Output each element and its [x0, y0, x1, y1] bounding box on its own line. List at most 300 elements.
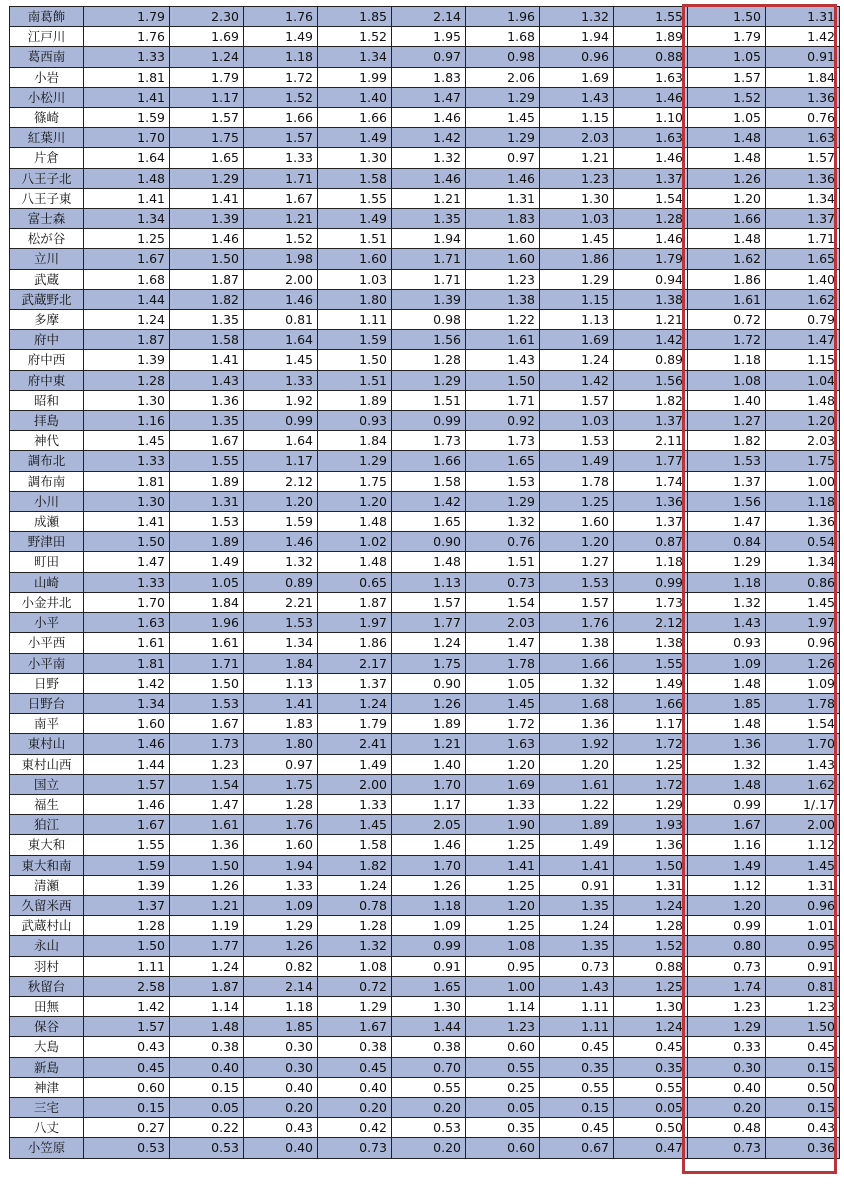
ratio-cell: 1.71 — [244, 168, 318, 188]
ratio-cell: 0.88 — [614, 956, 688, 976]
ratio-cell: 1.23 — [688, 996, 766, 1016]
school-name-cell: 府中東 — [10, 370, 84, 390]
ratio-cell: 2.14 — [392, 7, 466, 27]
ratio-cell: 1.37 — [614, 512, 688, 532]
ratio-cell: 1.45 — [244, 350, 318, 370]
ratio-cell: 1.33 — [84, 47, 170, 67]
school-name-cell: 江戸川 — [10, 27, 84, 47]
table-row — [10, 1057, 840, 1077]
ratio-cell: 1.46 — [170, 229, 244, 249]
ratio-cell: 1.63 — [614, 67, 688, 87]
ratio-cell: 0.97 — [466, 148, 540, 168]
ratio-cell: 1.41 — [84, 87, 170, 107]
ratio-cell: 1.75 — [170, 128, 244, 148]
ratio-cell: 0.99 — [244, 411, 318, 431]
ratio-cell: 1.32 — [688, 592, 766, 612]
ratio-cell: 0.93 — [688, 633, 766, 653]
ratio-cell: 1.87 — [318, 592, 392, 612]
school-name-cell: 松が谷 — [10, 229, 84, 249]
ratio-cell: 1.78 — [766, 693, 840, 713]
table-body — [10, 7, 840, 1159]
table-row — [10, 835, 840, 855]
ratio-cell: 1.11 — [540, 1017, 614, 1037]
ratio-cell: 0.97 — [244, 754, 318, 774]
ratio-cell: 1.36 — [614, 835, 688, 855]
ratio-cell: 1.49 — [614, 673, 688, 693]
ratio-cell: 1.35 — [170, 310, 244, 330]
ratio-cell: 1.30 — [392, 996, 466, 1016]
ratio-cell: 1.50 — [614, 855, 688, 875]
ratio-cell: 1.52 — [244, 87, 318, 107]
ratio-cell: 1.48 — [688, 128, 766, 148]
ratio-cell: 1.53 — [540, 431, 614, 451]
ratio-cell: 1.75 — [318, 471, 392, 491]
ratio-cell: 1.17 — [614, 714, 688, 734]
ratio-cell: 0.96 — [540, 47, 614, 67]
table-row — [10, 552, 840, 572]
ratio-cell: 1.46 — [466, 168, 540, 188]
ratio-cell: 1.09 — [688, 653, 766, 673]
ratio-cell: 1.46 — [392, 835, 466, 855]
school-name-cell: 秋留台 — [10, 976, 84, 996]
table-row — [10, 592, 840, 612]
ratio-cell: 1.65 — [466, 451, 540, 471]
ratio-cell: 1.21 — [614, 310, 688, 330]
ratio-cell: 1.09 — [766, 673, 840, 693]
ratio-cell: 1.54 — [614, 188, 688, 208]
ratio-cell: 1.38 — [540, 633, 614, 653]
ratio-cell: 1.28 — [244, 794, 318, 814]
ratio-cell: 0.89 — [244, 572, 318, 592]
ratio-cell: 1.72 — [244, 67, 318, 87]
ratio-cell: 1.50 — [170, 855, 244, 875]
ratio-cell: 1.27 — [688, 411, 766, 431]
ratio-cell: 0.96 — [766, 633, 840, 653]
school-name-cell: 日野台 — [10, 693, 84, 713]
ratio-cell: 0.40 — [170, 1057, 244, 1077]
table-row — [10, 1118, 840, 1138]
ratio-cell: 1.96 — [170, 613, 244, 633]
ratio-cell: 1.48 — [84, 168, 170, 188]
ratio-cell: 0.53 — [392, 1118, 466, 1138]
ratio-cell: 0.73 — [688, 956, 766, 976]
ratio-cell: 1.25 — [466, 875, 540, 895]
ratio-cell: 1.13 — [244, 673, 318, 693]
ratio-cell: 1.05 — [688, 47, 766, 67]
ratio-cell: 1.18 — [244, 47, 318, 67]
school-name-cell: 小岩 — [10, 67, 84, 87]
ratio-cell: 1.65 — [392, 976, 466, 996]
ratio-cell: 1.37 — [318, 673, 392, 693]
ratio-cell: 0.99 — [614, 572, 688, 592]
ratio-table — [9, 6, 840, 1159]
ratio-cell: 0.96 — [766, 895, 840, 915]
ratio-cell: 0.20 — [318, 1097, 392, 1117]
ratio-cell: 1.23 — [540, 168, 614, 188]
ratio-cell: 1.29 — [170, 168, 244, 188]
ratio-cell: 1.20 — [466, 895, 540, 915]
ratio-cell: 0.60 — [466, 1037, 540, 1057]
ratio-cell: 1.40 — [688, 390, 766, 410]
ratio-cell: 1.36 — [688, 734, 766, 754]
ratio-cell: 0.05 — [466, 1097, 540, 1117]
ratio-cell: 1.30 — [540, 188, 614, 208]
ratio-cell: 1.66 — [318, 108, 392, 128]
ratio-cell: 1.68 — [540, 693, 614, 713]
ratio-cell: 1.75 — [244, 774, 318, 794]
ratio-cell: 1.63 — [466, 734, 540, 754]
ratio-cell: 1.04 — [766, 370, 840, 390]
ratio-cell: 1.46 — [614, 229, 688, 249]
ratio-cell: 0.20 — [392, 1138, 466, 1158]
school-name-cell: 八丈 — [10, 1118, 84, 1138]
school-name-cell: 田無 — [10, 996, 84, 1016]
ratio-cell: 0.15 — [766, 1057, 840, 1077]
ratio-cell: 1.66 — [540, 653, 614, 673]
ratio-cell: 0.05 — [170, 1097, 244, 1117]
ratio-cell: 1.23 — [170, 754, 244, 774]
ratio-cell: 1.23 — [466, 269, 540, 289]
school-name-cell: 東大和 — [10, 835, 84, 855]
ratio-cell: 0.54 — [766, 532, 840, 552]
ratio-cell: 1.72 — [466, 714, 540, 734]
ratio-cell: 1.61 — [170, 815, 244, 835]
ratio-cell: 1.48 — [766, 390, 840, 410]
ratio-cell: 1.49 — [540, 835, 614, 855]
ratio-cell: 1.37 — [614, 168, 688, 188]
ratio-cell: 0.25 — [466, 1077, 540, 1097]
school-name-cell: 武蔵村山 — [10, 916, 84, 936]
table-row — [10, 27, 840, 47]
ratio-cell: 1.00 — [466, 976, 540, 996]
ratio-cell: 0.38 — [170, 1037, 244, 1057]
ratio-cell: 1.61 — [84, 633, 170, 653]
ratio-cell: 1.38 — [466, 289, 540, 309]
ratio-cell: 0.48 — [688, 1118, 766, 1138]
ratio-cell: 1.44 — [84, 754, 170, 774]
ratio-cell: 1.32 — [688, 754, 766, 774]
ratio-cell: 1.97 — [766, 613, 840, 633]
ratio-cell: 1.32 — [466, 512, 540, 532]
ratio-cell: 0.15 — [170, 1077, 244, 1097]
ratio-cell: 1.31 — [170, 491, 244, 511]
ratio-cell: 1.60 — [244, 835, 318, 855]
table-row — [10, 7, 840, 27]
ratio-cell: 0.53 — [170, 1138, 244, 1158]
ratio-cell: 0.47 — [614, 1138, 688, 1158]
ratio-cell: 1.44 — [392, 1017, 466, 1037]
ratio-cell: 1.29 — [318, 451, 392, 471]
ratio-cell: 1.98 — [244, 249, 318, 269]
ratio-cell: 0.79 — [766, 310, 840, 330]
ratio-cell: 0.55 — [614, 1077, 688, 1097]
ratio-cell: 1.18 — [244, 996, 318, 1016]
ratio-cell: 1.19 — [170, 916, 244, 936]
ratio-cell: 0.42 — [318, 1118, 392, 1138]
ratio-cell: 1.68 — [466, 27, 540, 47]
ratio-cell: 1.57 — [84, 1017, 170, 1037]
ratio-cell: 1.72 — [614, 774, 688, 794]
table-row — [10, 1017, 840, 1037]
ratio-cell: 1.33 — [244, 148, 318, 168]
ratio-cell: 1.77 — [392, 613, 466, 633]
ratio-cell: 1.17 — [170, 87, 244, 107]
ratio-cell: 1.24 — [170, 47, 244, 67]
ratio-cell: 1.52 — [614, 936, 688, 956]
ratio-cell: 0.73 — [688, 1138, 766, 1158]
ratio-cell: 1.47 — [170, 794, 244, 814]
ratio-cell: 1.29 — [688, 552, 766, 572]
ratio-cell: 1.86 — [318, 633, 392, 653]
ratio-cell: 1.49 — [688, 855, 766, 875]
table-row — [10, 936, 840, 956]
school-name-cell: 神津 — [10, 1077, 84, 1097]
ratio-cell: 0.99 — [392, 936, 466, 956]
school-name-cell: 山崎 — [10, 572, 84, 592]
ratio-cell: 1.85 — [318, 7, 392, 27]
ratio-cell: 1.42 — [84, 996, 170, 1016]
ratio-cell: 1.48 — [688, 148, 766, 168]
ratio-cell: 1.21 — [392, 188, 466, 208]
ratio-cell: 1.33 — [244, 370, 318, 390]
ratio-cell: 1.49 — [540, 451, 614, 471]
ratio-cell: 1.70 — [84, 592, 170, 612]
ratio-cell: 1.42 — [392, 128, 466, 148]
ratio-cell: 0.45 — [318, 1057, 392, 1077]
ratio-cell: 0.98 — [392, 310, 466, 330]
ratio-cell: 1.27 — [540, 552, 614, 572]
school-name-cell: 武蔵野北 — [10, 289, 84, 309]
ratio-cell: 1.82 — [170, 289, 244, 309]
ratio-cell: 1.84 — [766, 67, 840, 87]
school-name-cell: 成瀬 — [10, 512, 84, 532]
ratio-cell: 1.11 — [84, 956, 170, 976]
ratio-cell: 1.50 — [170, 249, 244, 269]
ratio-cell: 1.20 — [688, 188, 766, 208]
ratio-cell: 1.89 — [170, 532, 244, 552]
ratio-cell: 1.45 — [466, 693, 540, 713]
ratio-cell: 0.92 — [466, 411, 540, 431]
ratio-cell: 1.25 — [466, 916, 540, 936]
ratio-cell: 0.99 — [688, 794, 766, 814]
ratio-cell: 2.41 — [318, 734, 392, 754]
ratio-cell: 1.99 — [318, 67, 392, 87]
ratio-cell: 1.89 — [318, 390, 392, 410]
table-row — [10, 411, 840, 431]
ratio-cell: 1.03 — [540, 209, 614, 229]
ratio-cell: 1.35 — [540, 895, 614, 915]
ratio-cell: 1.25 — [614, 754, 688, 774]
table-row — [10, 390, 840, 410]
ratio-cell: 1.57 — [540, 592, 614, 612]
ratio-cell: 1.20 — [244, 491, 318, 511]
ratio-cell: 0.98 — [466, 47, 540, 67]
ratio-cell: 0.73 — [318, 1138, 392, 1158]
ratio-cell: 1.54 — [466, 592, 540, 612]
school-name-cell: 府中西 — [10, 350, 84, 370]
ratio-cell: 1.45 — [318, 815, 392, 835]
school-name-cell: 南葛飾 — [10, 7, 84, 27]
ratio-cell: 0.36 — [766, 1138, 840, 1158]
ratio-cell: 1.90 — [466, 815, 540, 835]
table-row — [10, 249, 840, 269]
school-name-cell: 狛江 — [10, 815, 84, 835]
ratio-cell: 0.80 — [688, 936, 766, 956]
ratio-cell: 1.53 — [244, 613, 318, 633]
ratio-cell: 1.46 — [84, 794, 170, 814]
ratio-cell: 1.78 — [540, 471, 614, 491]
ratio-cell: 1.94 — [244, 855, 318, 875]
ratio-cell: 1.24 — [318, 875, 392, 895]
ratio-cell: 0.40 — [244, 1077, 318, 1097]
school-name-cell: 国立 — [10, 774, 84, 794]
ratio-cell: 1.09 — [244, 895, 318, 915]
ratio-cell: 1.55 — [84, 835, 170, 855]
ratio-cell: 0.76 — [766, 108, 840, 128]
ratio-cell: 1.73 — [392, 431, 466, 451]
ratio-cell: 1.45 — [84, 431, 170, 451]
table-row — [10, 1037, 840, 1057]
ratio-cell: 1.29 — [466, 128, 540, 148]
ratio-cell: 1.30 — [84, 491, 170, 511]
ratio-cell: 1.20 — [540, 532, 614, 552]
ratio-cell: 1.36 — [766, 168, 840, 188]
school-name-cell: 調布南 — [10, 471, 84, 491]
ratio-cell: 0.90 — [392, 673, 466, 693]
ratio-cell: 1.29 — [318, 996, 392, 1016]
table-row — [10, 673, 840, 693]
ratio-cell: 1.53 — [170, 693, 244, 713]
ratio-cell: 1.51 — [318, 229, 392, 249]
ratio-cell: 1.57 — [392, 592, 466, 612]
ratio-cell: 0.91 — [766, 47, 840, 67]
ratio-cell: 1.84 — [318, 431, 392, 451]
ratio-cell: 1.15 — [766, 350, 840, 370]
ratio-cell: 2.06 — [466, 67, 540, 87]
ratio-cell: 0.67 — [540, 1138, 614, 1158]
ratio-cell: 1.76 — [84, 27, 170, 47]
ratio-cell: 1.41 — [244, 693, 318, 713]
school-name-cell: 小松川 — [10, 87, 84, 107]
ratio-cell: 0.89 — [614, 350, 688, 370]
ratio-cell: 1.41 — [170, 350, 244, 370]
ratio-cell: 1.62 — [766, 774, 840, 794]
ratio-cell: 2.11 — [614, 431, 688, 451]
ratio-cell: 1.36 — [766, 512, 840, 532]
school-name-cell: 小平南 — [10, 653, 84, 673]
school-name-cell: 神代 — [10, 431, 84, 451]
ratio-cell: 1.47 — [766, 330, 840, 350]
ratio-cell: 1.75 — [392, 653, 466, 673]
ratio-cell: 1.58 — [170, 330, 244, 350]
ratio-cell: 1.48 — [318, 512, 392, 532]
ratio-cell: 1.55 — [614, 653, 688, 673]
ratio-cell: 1.01 — [766, 916, 840, 936]
ratio-cell: 1.28 — [84, 370, 170, 390]
ratio-cell: 0.43 — [766, 1118, 840, 1138]
ratio-cell: 1.26 — [688, 168, 766, 188]
ratio-cell: 1.70 — [392, 774, 466, 794]
ratio-cell: 1.18 — [688, 572, 766, 592]
ratio-cell: 1.47 — [392, 87, 466, 107]
ratio-cell: 0.15 — [540, 1097, 614, 1117]
ratio-cell: 1.46 — [614, 148, 688, 168]
ratio-cell: 1.33 — [466, 794, 540, 814]
table-row — [10, 976, 840, 996]
ratio-cell: 1.81 — [84, 67, 170, 87]
ratio-cell: 1.71 — [392, 249, 466, 269]
ratio-cell: 1.72 — [614, 734, 688, 754]
ratio-cell: 1.17 — [392, 794, 466, 814]
ratio-cell: 1.05 — [688, 108, 766, 128]
ratio-cell: 0.70 — [392, 1057, 466, 1077]
ratio-cell: 1.51 — [392, 390, 466, 410]
ratio-cell: 1.48 — [688, 673, 766, 693]
ratio-cell: 0.30 — [688, 1057, 766, 1077]
ratio-cell: 1.16 — [84, 411, 170, 431]
ratio-cell: 2.05 — [392, 815, 466, 835]
ratio-cell: 1.26 — [392, 693, 466, 713]
ratio-cell: 1.43 — [688, 613, 766, 633]
table-row — [10, 1138, 840, 1158]
school-name-cell: 八王子北 — [10, 168, 84, 188]
ratio-cell: 1.46 — [84, 734, 170, 754]
ratio-cell: 1.65 — [170, 148, 244, 168]
ratio-cell: 0.78 — [318, 895, 392, 915]
school-name-cell: 昭和 — [10, 390, 84, 410]
ratio-cell: 1.29 — [466, 491, 540, 511]
ratio-cell: 1.59 — [84, 855, 170, 875]
ratio-cell: 1.65 — [766, 249, 840, 269]
ratio-cell: 1.09 — [392, 916, 466, 936]
ratio-cell: 1.70 — [392, 855, 466, 875]
school-name-cell: 東大和南 — [10, 855, 84, 875]
ratio-cell: 1.62 — [766, 289, 840, 309]
ratio-cell: 1.41 — [466, 855, 540, 875]
ratio-cell: 1.50 — [766, 1017, 840, 1037]
ratio-cell: 1.34 — [766, 552, 840, 572]
ratio-cell: 0.38 — [318, 1037, 392, 1057]
ratio-cell: 1.11 — [318, 310, 392, 330]
ratio-cell: 1.48 — [688, 229, 766, 249]
ratio-cell: 1.78 — [466, 653, 540, 673]
ratio-cell: 0.45 — [84, 1057, 170, 1077]
ratio-cell: 1.58 — [392, 471, 466, 491]
school-name-cell: 町田 — [10, 552, 84, 572]
ratio-cell: 1.46 — [244, 532, 318, 552]
ratio-cell: 0.15 — [766, 1097, 840, 1117]
ratio-cell: 0.91 — [392, 956, 466, 976]
ratio-cell: 1.20 — [688, 895, 766, 915]
ratio-cell: 1.50 — [688, 7, 766, 27]
ratio-cell: 1.41 — [540, 855, 614, 875]
ratio-cell: 2.58 — [84, 976, 170, 996]
ratio-cell: 0.22 — [170, 1118, 244, 1138]
ratio-cell: 1.21 — [244, 209, 318, 229]
ratio-cell: 0.73 — [540, 956, 614, 976]
school-name-cell: 小川 — [10, 491, 84, 511]
ratio-cell: 2.03 — [466, 613, 540, 633]
ratio-cell: 1.82 — [318, 855, 392, 875]
ratio-cell: 1.18 — [614, 552, 688, 572]
ratio-cell: 1.69 — [466, 774, 540, 794]
ratio-cell: 1.79 — [614, 249, 688, 269]
ratio-cell: 0.82 — [244, 956, 318, 976]
ratio-cell: 1.41 — [84, 188, 170, 208]
table-row — [10, 875, 840, 895]
ratio-cell: 0.76 — [466, 532, 540, 552]
ratio-cell: 1.42 — [84, 673, 170, 693]
